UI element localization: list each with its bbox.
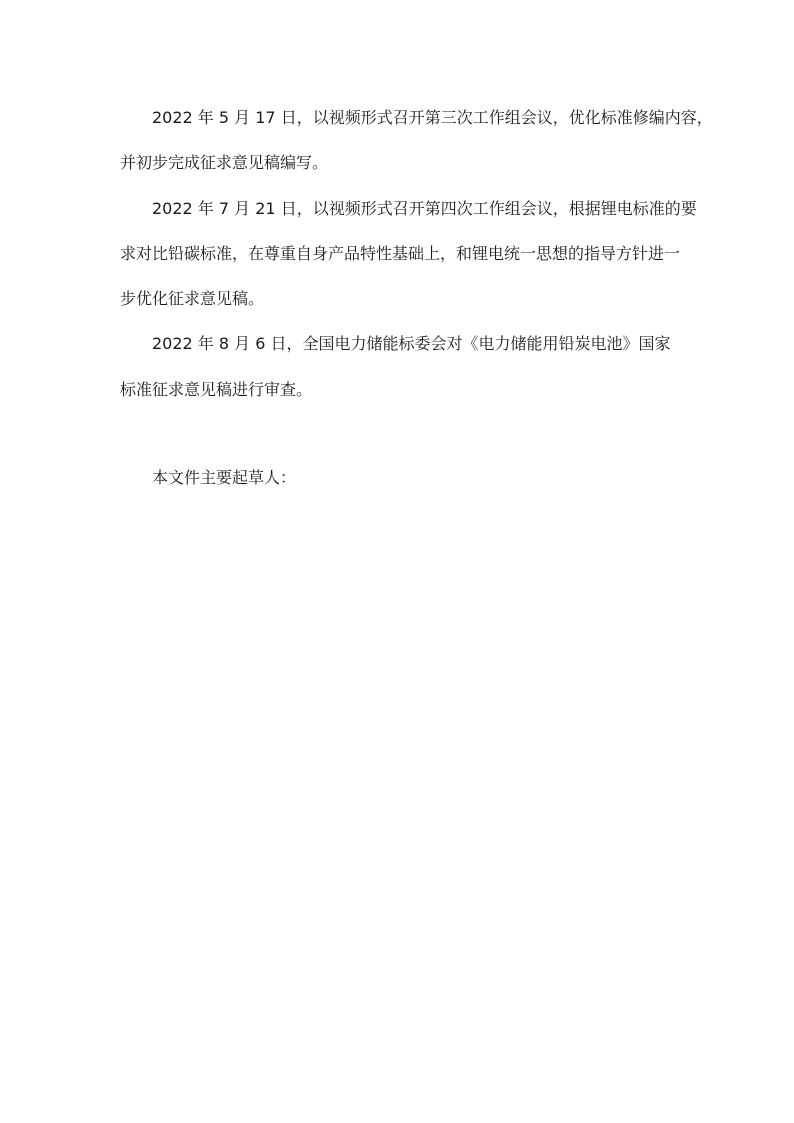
paragraph-1-line-2: 并初步完成征求意见稿编写。 [120, 153, 329, 172]
paragraph-3-line-1: 2022 年 8 月 6 日，全国电力储能标委会对《电力储能用铅炭电池》国家 [152, 334, 671, 353]
paragraph-2-line-2: 求对比铅碳标准，在尊重自身产品特性基础上，和锂电统一思想的指导方针进一 [120, 244, 681, 263]
paragraph-2-line-1: 2022 年 7 月 21 日，以视频形式召开第四次工作组会议，根据锂电标准的要 [152, 199, 697, 218]
drafters-label: 本文件主要起草人： [152, 468, 297, 487]
paragraph-1-line-1: 2022 年 5 月 17 日，以视频形式召开第三次工作组会议，优化标准修编内容， [152, 108, 713, 127]
paragraph-2-line-3: 步优化征求意见稿。 [120, 289, 265, 308]
paragraph-3-line-2: 标准征求意见稿进行审查。 [120, 380, 313, 399]
